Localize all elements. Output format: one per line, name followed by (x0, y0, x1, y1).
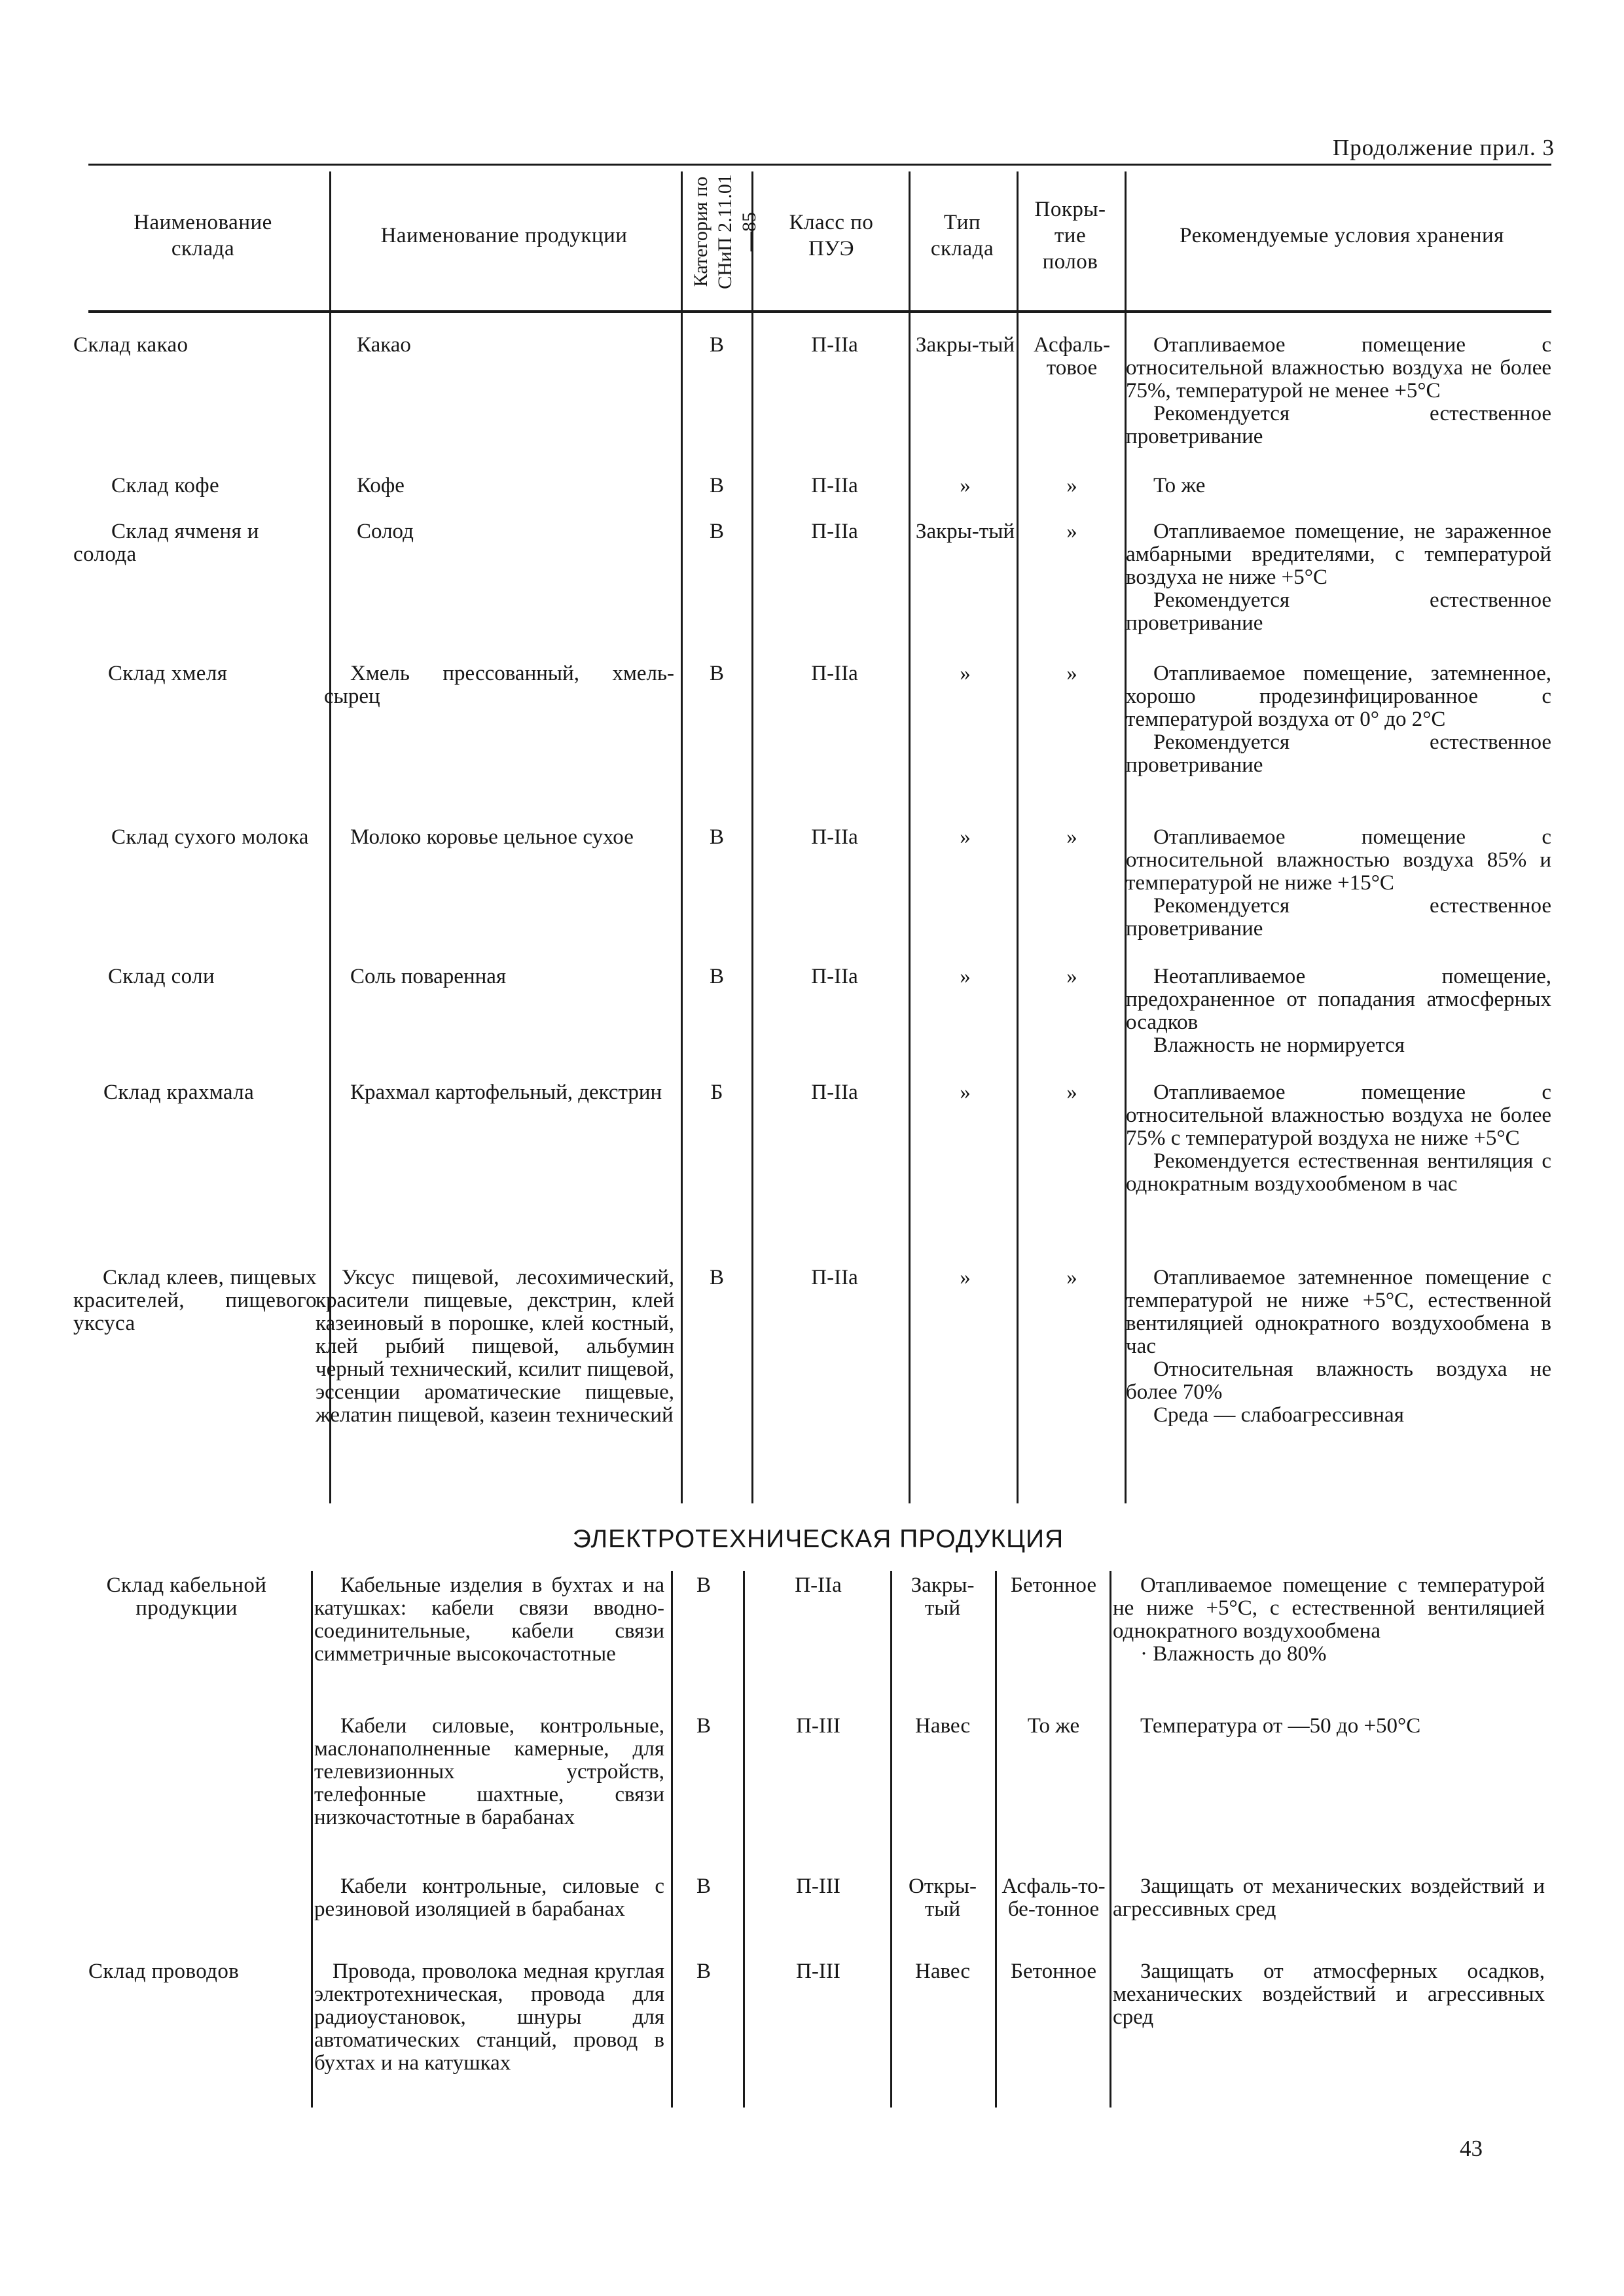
table-row-type: » (960, 965, 971, 988)
table-row-floor: » (1066, 965, 1077, 988)
table-row-type: » (960, 825, 971, 849)
table-row-product: Кабельные изделия в бухтах и на катушках: кабели связи вводно-соединительные, кабели связи симметричные высокочастотные (314, 1573, 664, 1666)
table-row-class: П-III (796, 1960, 840, 1983)
table-row-conditions: Отапливаемое затемненное помещение с температурой не ниже +5°С, естественной вентиляцией однократного воздухообмена в час Относительная влажность воздуха не более 70% Среда — слабоагрессивная (1126, 1266, 1551, 1427)
table-row-name: Склад кабельной продукции (106, 1573, 267, 1620)
col-rule-2-lower (671, 1571, 673, 2108)
table-row-conditions: Отапливаемое помещение с температурой не ниже +5°С, с естественной вентиляцией однократного воздухообмена · Влажность до 80% (1113, 1573, 1545, 1666)
col-rule-3 (751, 171, 753, 1503)
table-row-category: В (696, 1874, 711, 1898)
table-row-type: Закры-тый (915, 520, 1015, 543)
table-row-class: П-IIа (811, 333, 858, 357)
col-rule-2 (681, 171, 683, 1503)
table-row-type: » (960, 1266, 971, 1289)
table-row-type: » (960, 662, 971, 685)
table-row-name: Склад проводов (88, 1960, 240, 1983)
table-row-category: В (709, 520, 724, 543)
table-row-product: Какао (357, 333, 411, 357)
table-row-class: П-IIа (811, 1081, 858, 1104)
table-row-product: Хмель прессованный, хмель-сырец (324, 662, 674, 708)
table-row-class: П-IIа (795, 1573, 842, 1597)
table-row-name: Склад соли (108, 965, 215, 988)
table-row-conditions: Отапливаемое помещение, не зараженное амбарными вредителями, с температурой воздуха не ниже +5°С Рекомендуется естественное проветривание (1126, 520, 1551, 635)
table-row-type: Закры-тый (911, 1573, 975, 1620)
table-row-name: Склад клеев, пищевых красителей, пищевого уксуса (73, 1266, 317, 1335)
col-header-conditions: Рекомендуемые условия хранения (1180, 224, 1504, 247)
table-row-floor: » (1066, 474, 1077, 497)
table-row-class: П-III (796, 1874, 840, 1898)
table-row-type: Навес (915, 1714, 970, 1738)
table-row-class: П-IIа (811, 520, 858, 543)
col-header-category: Категория по СНиП 2.11.01—85 (690, 174, 760, 289)
col-rule-4 (909, 171, 911, 1503)
table-row-category: В (696, 1960, 711, 1983)
table-row-name: Склад хмеля (108, 662, 228, 685)
table-row-name: Склад ячменя и солода (73, 520, 259, 566)
table-row-product: Провода, проволока медная круглая электротехническая, провода для радиоустановок, шнуры для автоматических станций, провод в бухтах и на катушках (314, 1960, 664, 2075)
table-row-category: В (709, 1266, 724, 1289)
table-row-type: » (960, 1081, 971, 1104)
table-row-name: Склад какао (73, 333, 189, 357)
table-row-type: » (960, 474, 971, 497)
table-row-floor: Бетонное (1011, 1573, 1096, 1597)
table-row-category: В (709, 965, 724, 988)
table-row-conditions: То же (1153, 474, 1206, 497)
table-row-floor: То же (1027, 1714, 1080, 1738)
table-row-floor: Асфаль-то-бе-тонное (1001, 1874, 1106, 1921)
table-row-category: В (709, 333, 724, 357)
table-row-conditions: Отапливаемое помещение с относительной влажностью воздуха не более 75% с температурой воздуха не ниже +5°С Рекомендуется естественная вентиляция с однократным воздухообменом в час (1126, 1081, 1551, 1196)
table-row-category: В (696, 1573, 711, 1597)
table-row-conditions: Отапливаемое помещение с относительной влажностью воздуха 85% и температурой не ниже +15°С Рекомендуется естественное проветривание (1126, 825, 1551, 941)
page-number: 43 (1460, 2136, 1483, 2161)
table-row-category: В (709, 474, 724, 497)
continuation-note: Продолжение прил. 3 (1332, 135, 1555, 160)
table-row-conditions: Температура от —50 до +50°С (1140, 1714, 1421, 1738)
table-row-class: П-IIа (811, 662, 858, 685)
table-row-category: В (709, 662, 724, 685)
table-row-floor: » (1066, 1266, 1077, 1289)
table-row-floor: » (1066, 825, 1077, 849)
table-row-conditions: Отапливаемое помещение, затемненное, хорошо продезинфицированное с температурой воздуха от 0° до 2°С Рекомендуется естественное проветривание (1126, 662, 1551, 777)
table-row-name: Склад крахмала (103, 1081, 255, 1104)
table-row-category: Б (710, 1081, 723, 1104)
col-header-warehouse: Наименование склада (134, 211, 272, 260)
table-row-product: Кабели контрольные, силовые с резиновой изоляцией в барабанах (314, 1874, 664, 1921)
table-row-type: Закры-тый (915, 333, 1015, 357)
table-row-product: Кофе (357, 474, 405, 497)
col-header-floor: Покры-тие полов (1034, 198, 1106, 274)
table-row-floor: » (1066, 662, 1077, 685)
table-row-product: Молоко коровье цельное сухое (350, 825, 634, 849)
col-rule-5-lower (995, 1571, 997, 2108)
table-row-floor: » (1066, 1081, 1077, 1104)
table-row-floor: Асфаль-товое (1034, 333, 1110, 380)
table-row-type: Навес (915, 1960, 970, 1983)
table-row-class: П-IIа (811, 1266, 858, 1289)
col-header-product: Наименование продукции (380, 224, 628, 247)
section-title: ЭЛЕКТРОТЕХНИЧЕСКАЯ ПРОДУКЦИЯ (572, 1525, 1064, 1553)
table-row-product: Солод (357, 520, 414, 543)
table-row-class: П-IIа (811, 825, 858, 849)
table-row-floor: Бетонное (1011, 1960, 1096, 1983)
col-header-class: Класс по ПУЭ (789, 211, 874, 260)
table-row-type: Откры-тый (909, 1874, 977, 1921)
table-row-category: В (709, 825, 724, 849)
col-rule-6-lower (1110, 1571, 1111, 2108)
table-row-class: П-IIа (811, 965, 858, 988)
table-row-conditions: Неотапливаемое помещение, предохраненное от попадания атмосферных осадков Влажность не нормируется (1126, 965, 1551, 1057)
table-row-floor: » (1066, 520, 1077, 543)
table-row-conditions: Отапливаемое помещение с относительной влажностью воздуха не более 75%, температурой не менее +5°С Рекомендуется естественное проветривание (1126, 333, 1551, 448)
table-top-rule (88, 164, 1551, 166)
col-header-type: Тип склада (930, 211, 994, 260)
table-row-product: Крахмал картофельный, декстрин (350, 1081, 662, 1104)
table-row-class: П-III (796, 1714, 840, 1738)
col-rule-1-lower (311, 1571, 313, 2108)
table-row-conditions: Защищать от атмосферных осадков, механических воздействий и агрессивных сред (1113, 1960, 1545, 2029)
table-row-name: Склад кофе (111, 474, 220, 497)
table-row-conditions: Защищать от механических воздействий и агрессивных сред (1113, 1874, 1545, 1921)
header-bottom-rule (88, 310, 1551, 313)
col-rule-4-lower (890, 1571, 892, 2108)
table-row-name: Склад сухого молока (111, 825, 309, 849)
table-row-category: В (696, 1714, 711, 1738)
col-rule-3-lower (743, 1571, 745, 2108)
table-row-product: Соль поваренная (350, 965, 507, 988)
table-row-product: Кабели силовые, контрольные, маслонаполненные камерные, для телевизионных устройств, телефонные шахтные, связи низкочастотные в барабанах (314, 1714, 664, 1829)
table-row-product: Уксус пищевой, лесохимический, красители пищевые, декстрин, клей казеиновый в порошке, клей костный, клей рыбий пищевой, альбумин черный технический, ксилит пищевой, эссенции ароматические пищевые, желатин пищевой, казеин технический (316, 1266, 674, 1427)
table-row-class: П-IIа (811, 474, 858, 497)
